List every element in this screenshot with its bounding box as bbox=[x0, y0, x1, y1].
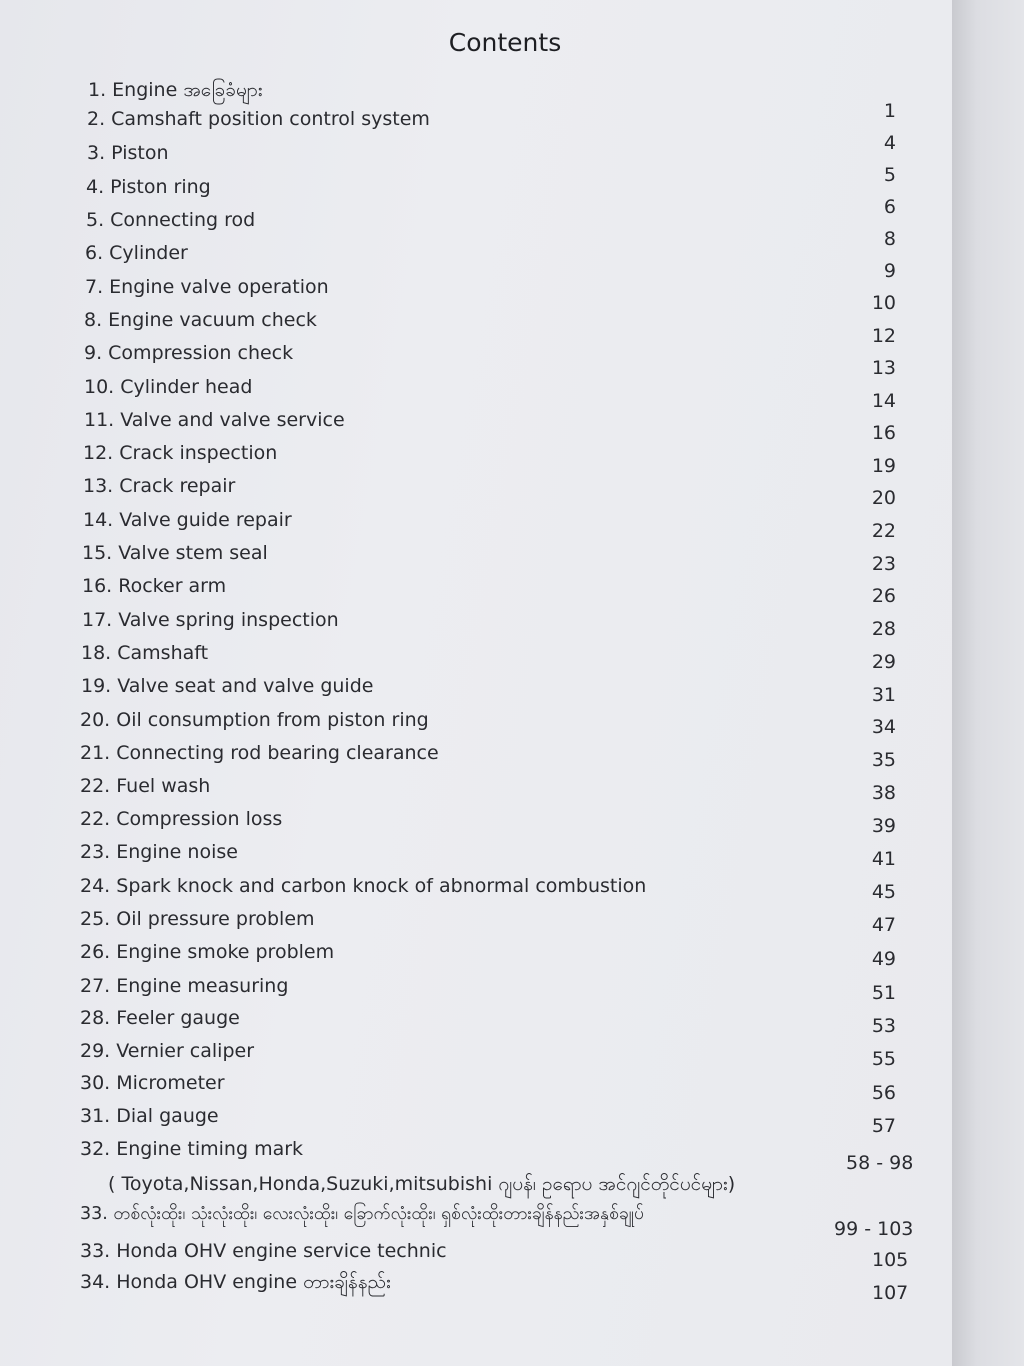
timing-mark-brands-note: ( Toyota,Nissan,Honda,Suzuki,mitsubishi ဂျပန်၊ ဥရောပ အင်ဂျင်တိုင်ပင်များ) bbox=[108, 1173, 736, 1195]
toc-entry-page: 38 bbox=[871, 782, 896, 804]
toc-entry-label: 1. Engine အခြေခံများ bbox=[88, 79, 263, 101]
toc-entry-label: 6. Cylinder bbox=[85, 242, 188, 264]
toc-entry-page: 56 bbox=[871, 1082, 896, 1104]
toc-entry-label: 7. Engine valve operation bbox=[85, 276, 329, 298]
toc-entry-page: 26 bbox=[871, 585, 896, 607]
toc-entry-label: 24. Spark knock and carbon knock of abnormal combustion bbox=[80, 875, 647, 897]
toc-entry-label: 10. Cylinder head bbox=[84, 376, 253, 398]
toc-entry-label: 5. Connecting rod bbox=[86, 209, 256, 231]
toc-entry-label: 22. Compression loss bbox=[80, 808, 283, 830]
toc-entry-label: 25. Oil pressure problem bbox=[80, 908, 315, 930]
toc-entry-page: 12 bbox=[871, 325, 896, 347]
toc-entry-label: 11. Valve and valve service bbox=[84, 409, 345, 431]
toc-entry-page: 4 bbox=[883, 132, 896, 154]
toc-entry-page: 19 bbox=[871, 455, 896, 477]
toc-entry-label: 2. Camshaft position control system bbox=[87, 108, 430, 130]
toc-entry-label: 34. Honda OHV engine တားချိန်နည်း bbox=[80, 1271, 391, 1293]
toc-entry-page: 16 bbox=[871, 422, 896, 444]
toc-entry-page: 20 bbox=[871, 487, 896, 509]
toc-entry-label: 18. Camshaft bbox=[81, 642, 209, 664]
toc-entry-page: 49 bbox=[871, 948, 896, 970]
toc-entry-label: 27. Engine measuring bbox=[80, 975, 289, 997]
toc-entry-page: 34 bbox=[871, 716, 896, 738]
toc-entry-page: 6 bbox=[883, 196, 896, 218]
page-edge-shadow bbox=[952, 0, 1024, 1366]
toc-entry-label: 28. Feeler gauge bbox=[80, 1007, 240, 1029]
toc-entry-page: 1 bbox=[883, 100, 896, 122]
toc-entry-page: 51 bbox=[871, 982, 896, 1004]
toc-entry-page: 5 bbox=[883, 164, 896, 186]
toc-entry-label: 20. Oil consumption from piston ring bbox=[80, 709, 429, 731]
toc-entry-page: 105 bbox=[872, 1249, 909, 1271]
toc-entry-page: 57 bbox=[871, 1115, 896, 1137]
toc-entry-label: 26. Engine smoke problem bbox=[80, 941, 335, 963]
toc-entry-label: 16. Rocker arm bbox=[82, 575, 227, 597]
toc-entry-label: 32. Engine timing mark bbox=[80, 1138, 304, 1160]
toc-entry-page: 29 bbox=[871, 651, 896, 673]
toc-entry-page: 53 bbox=[871, 1015, 896, 1037]
toc-entry-label: 4. Piston ring bbox=[86, 176, 211, 198]
toc-entry-label: 22. Fuel wash bbox=[80, 775, 211, 797]
toc-entry-page: 47 bbox=[871, 914, 896, 936]
toc-entry-page: 55 bbox=[871, 1048, 896, 1070]
toc-entry-page: 13 bbox=[871, 357, 896, 379]
toc-entry-label: 9. Compression check bbox=[84, 342, 294, 364]
toc-entry-page: 45 bbox=[871, 881, 896, 903]
toc-entry-page: 8 bbox=[883, 228, 896, 250]
toc-entry-label: 15. Valve stem seal bbox=[82, 542, 268, 564]
toc-entry-label: 12. Crack inspection bbox=[83, 442, 278, 464]
toc-entry-label: 8. Engine vacuum check bbox=[84, 309, 317, 331]
toc-entry-label: 19. Valve seat and valve guide bbox=[81, 675, 374, 697]
toc-entry-page: 107 bbox=[872, 1282, 909, 1304]
toc-entry-page: 35 bbox=[871, 749, 896, 771]
toc-entry-label: 30. Micrometer bbox=[80, 1072, 225, 1094]
toc-entry-page: 9 bbox=[883, 260, 896, 282]
page-title: Contents bbox=[448, 28, 562, 57]
toc-entry-page: 23 bbox=[871, 553, 896, 575]
toc-entry-label: 33. Honda OHV engine service technic bbox=[80, 1240, 447, 1262]
toc-entry-page: 28 bbox=[871, 618, 896, 640]
toc-entry-label: 29. Vernier caliper bbox=[80, 1040, 255, 1062]
toc-entry-label: 14. Valve guide repair bbox=[83, 509, 292, 531]
toc-entry-label: 33. တစ်လုံးထိုး၊ သုံးလုံးထိုး၊ လေးလုံးထိုး၊ ခြောက်လုံးထိုး၊ ရှစ်လုံးထိုးတားချိန်နည်းအနှစ်ချုပ် bbox=[80, 1204, 645, 1224]
timing-mark-pages: 58 - 98 bbox=[846, 1152, 914, 1174]
toc-entry-label: 21. Connecting rod bearing clearance bbox=[80, 742, 439, 764]
toc-entry-label: 3. Piston bbox=[87, 142, 169, 164]
toc-entry-page: 41 bbox=[871, 848, 896, 870]
toc-entry-label: 13. Crack repair bbox=[83, 475, 236, 497]
toc-entry-page: 10 bbox=[871, 292, 896, 314]
toc-entry-page: 22 bbox=[871, 520, 896, 542]
toc-entry-page: 14 bbox=[871, 390, 896, 412]
toc-entry-label: 23. Engine noise bbox=[80, 841, 238, 863]
toc-entry-page: 99 - 103 bbox=[834, 1218, 914, 1240]
toc-entry-page: 39 bbox=[871, 815, 896, 837]
toc-entry-label: 31. Dial gauge bbox=[80, 1105, 219, 1127]
toc-entry-label: 17. Valve spring inspection bbox=[82, 609, 339, 631]
toc-entry-page: 31 bbox=[871, 684, 896, 706]
